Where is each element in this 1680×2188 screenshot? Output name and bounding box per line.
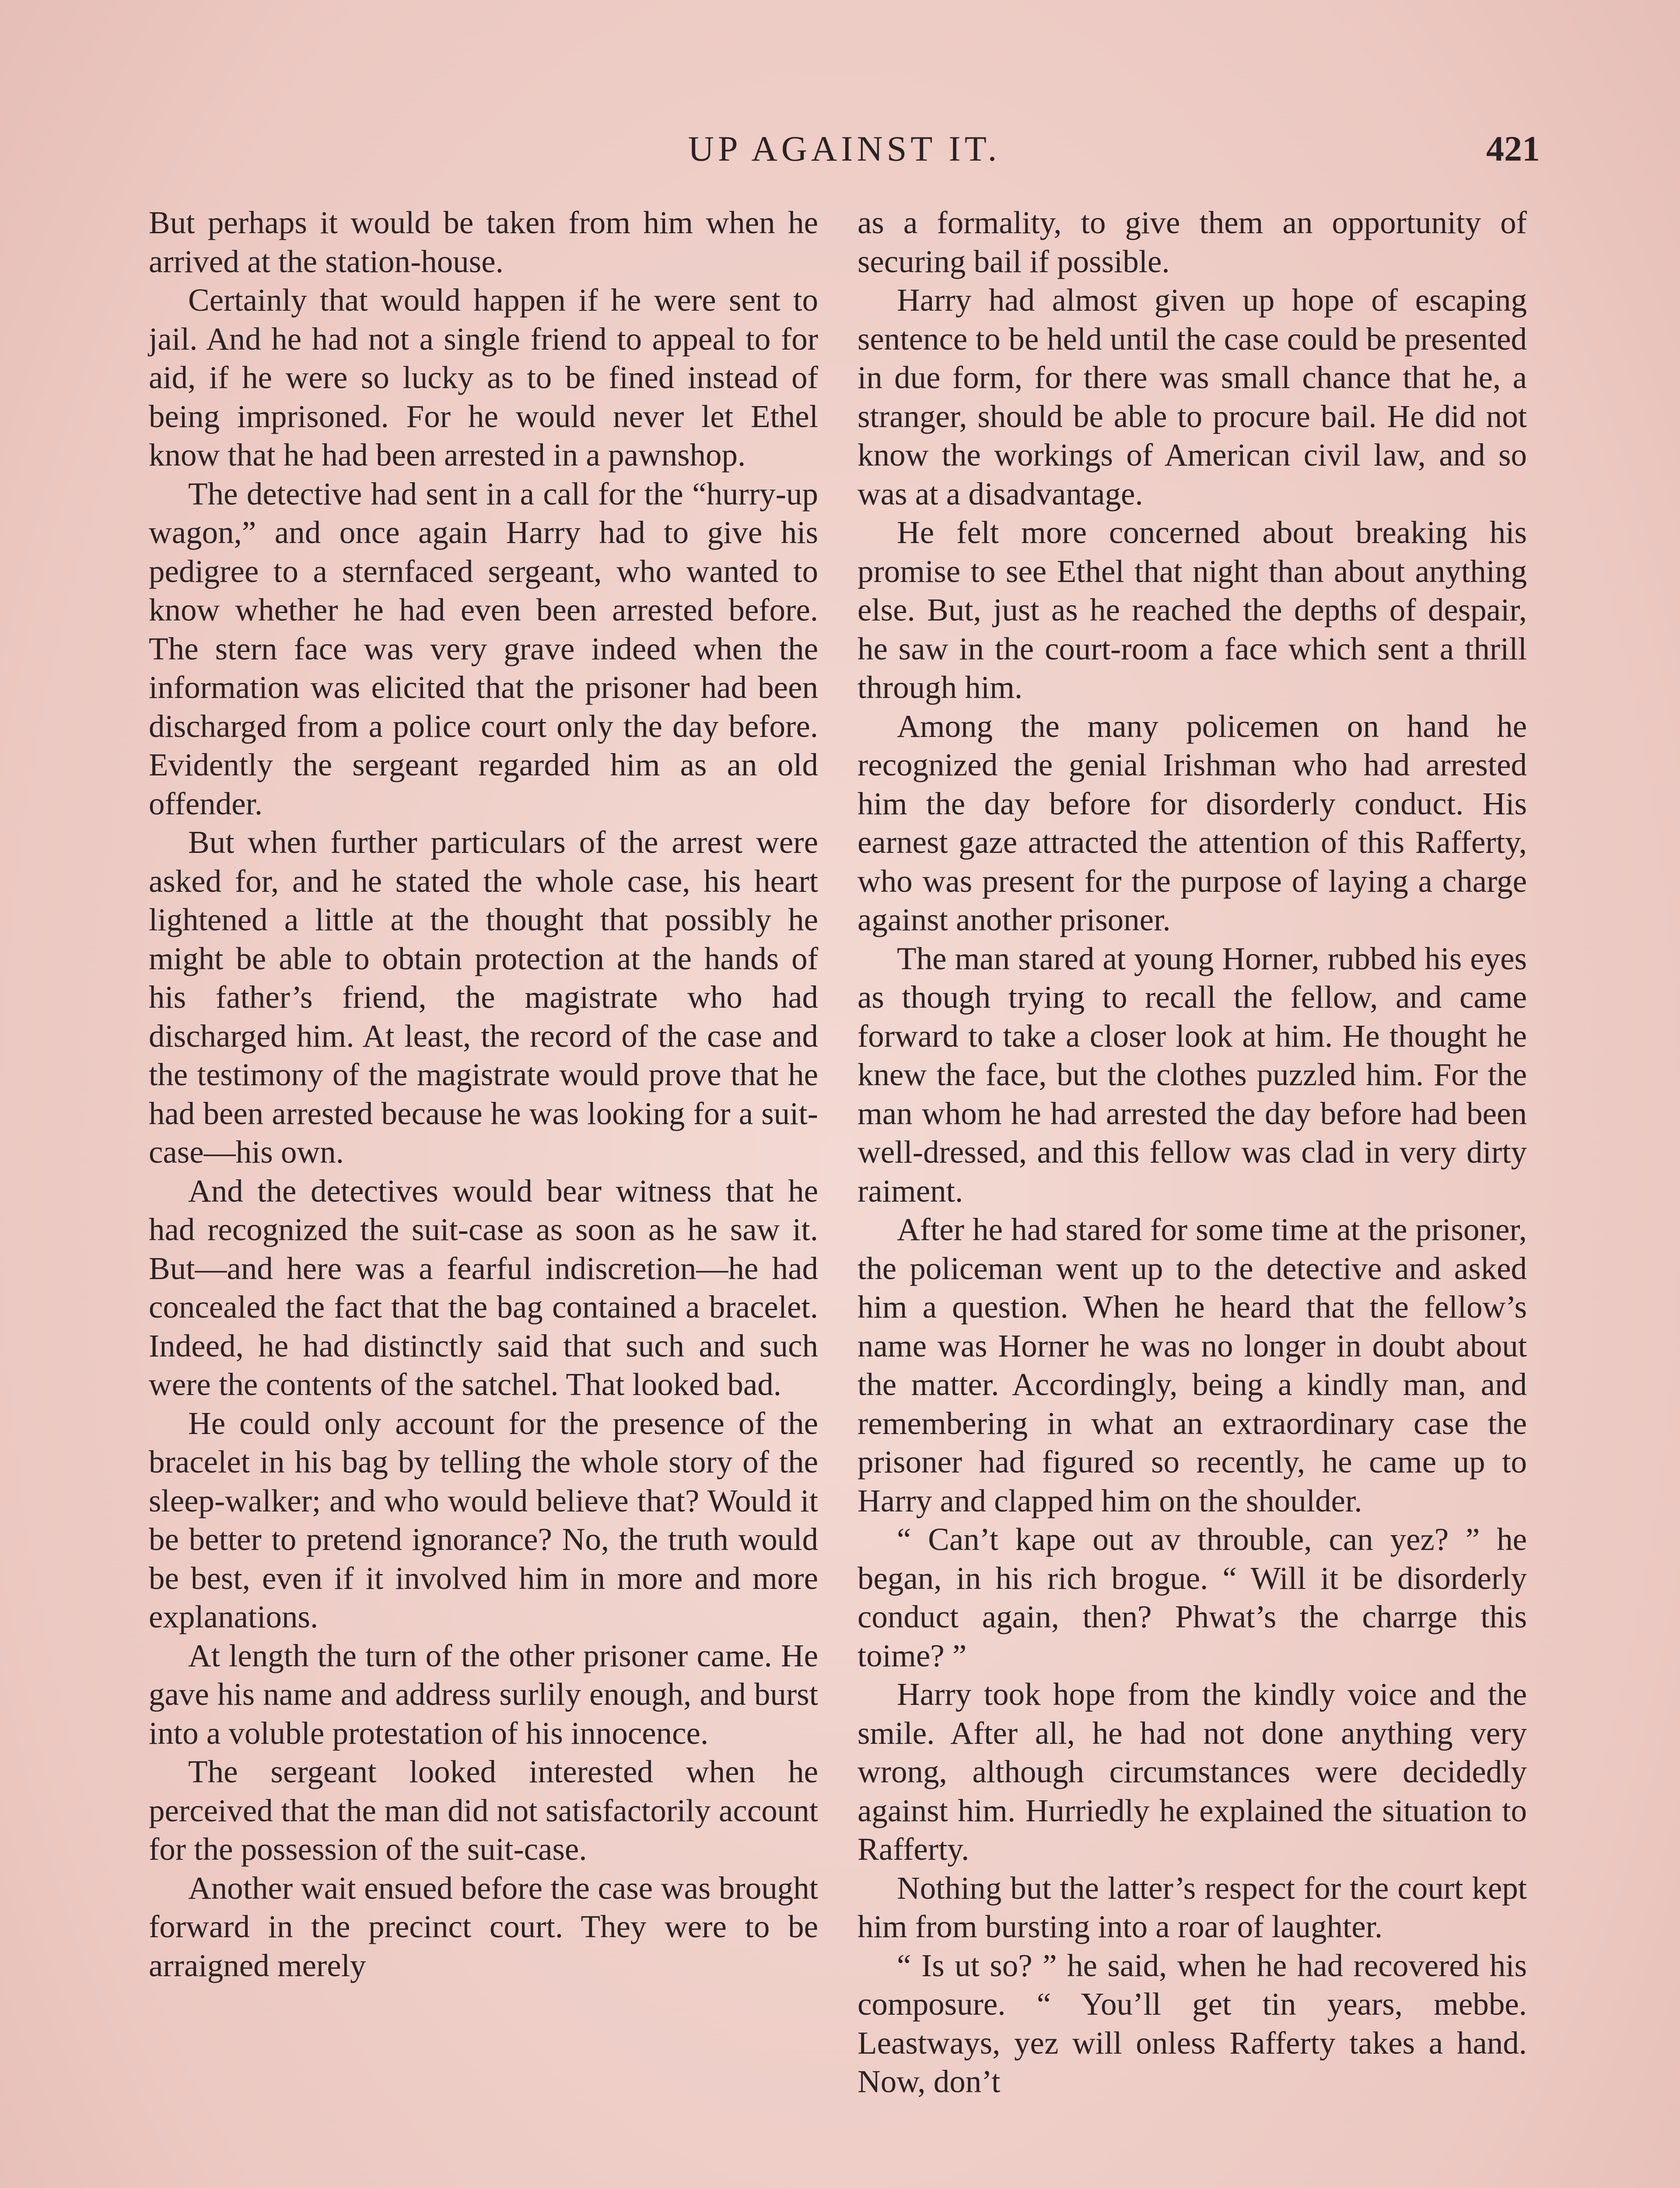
paragraph: “ Can’t kape out av throuble, can yez? ” he began, in his rich brogue. “ Will it be disorderly conduct again, then? Phwat’s the charrge this toime? ” (858, 1522, 1527, 1673)
right-column (858, 203, 1527, 2101)
page-header (149, 123, 1540, 175)
paragraph: The sergeant looked interested when he perceived that the man did not satisfactorily account for the possession of the suit-case. (149, 1754, 818, 1867)
paragraph: The detective had sent in a call for the “hurry-up wagon,” and once again Harry had to give his pedigree to a sternfaced sergeant, who wanted to know whether he had even been arrested before. The stern face was very grave indeed when the information was elicited that the prisoner had been discharged from a police court only the day before. Evidently the sergeant regarded him as an old offender. (149, 476, 818, 821)
paragraph: Nothing but the latter’s respect for the court kept him from bursting into a roar of laughter. (858, 1870, 1527, 1944)
paragraph: as a formality, to give them an opportunity of securing bail if possible. (858, 205, 1527, 279)
left-column (149, 203, 818, 1985)
paragraph: After he had stared for some time at the prisoner, the policeman went up to the detective and asked him a question. When he heard that the fellow’s name was Horner he was no longer in doubt about the matter. Accordingly, being a kindly man, and remembering in what an extraordinary case the prisoner had figured so recently, he came up to Harry and clapped him on the shoulder. (858, 1212, 1527, 1518)
paragraph: Harry took hope from the kindly voice and the smile. After all, he had not done anything very wrong, although circumstances were decidedly against him. Hurriedly he explained the situation to Rafferty. (858, 1676, 1527, 1867)
page-number: 421 (1486, 129, 1540, 168)
paragraph: “ Is ut so? ” he said, when he had recovered his composure. “ You’ll get tin years, mebbe. Leastways, yez will onless Rafferty takes a hand. Now, don’t (858, 1947, 1527, 2099)
paragraph: Harry had almost given up hope of escaping sentence to be held until the case could be presented in due form, for there was small chance that he, a stranger, should be able to procure bail. He did not know the workings of American civil law, and so was at a disadvantage. (858, 282, 1527, 512)
paragraph: And the detectives would bear witness that he had recognized the suit-case as soon as he saw it. But—and here was a fearful indiscretion—he had concealed the fact that the bag contained a bracelet. Indeed, he had distinctly said that such and such were the contents of the satchel. That looked bad. (149, 1173, 818, 1402)
paragraph: Certainly that would happen if he were sent to jail. And he had not a single friend to appeal to for aid, if he were so lucky as to be fined instead of being imprisoned. For he would never let Ethel know that he had been arrested in a pawnshop. (149, 282, 818, 473)
paragraph: But when further particulars of the arrest were asked for, and he stated the whole case, his heart lightened a little at the thought that possibly he might be able to obtain protection at the hands of his father’s friend, the magistrate who had discharged him. At least, the record of the case and the testimony of the magistrate would prove that he had been arrested because he was looking for a suit-case—his own. (149, 824, 818, 1170)
paragraph: Another wait ensued before the case was brought forward in the precinct court. They were to be arraigned merely (149, 1870, 818, 1983)
paragraph: The man stared at young Horner, rubbed his eyes as though trying to recall the fellow, and came forward to take a closer look at him. He thought he knew the face, but the clothes puzzled him. For the man whom he had arrested the day before had been well-dressed, and this fellow was clad in very dirty raiment. (858, 940, 1527, 1209)
paragraph: At length the turn of the other prisoner came. He gave his name and address surlily enough, and burst into a voluble protestation of his innocence. (149, 1637, 818, 1751)
running-head: UP AGAINST IT. (688, 129, 1001, 168)
paragraph: Among the many policemen on hand he recognized the genial Irishman who had arrested him the day before for disorderly conduct. His earnest gaze attracted the attention of this Rafferty, who was present for the purpose of laying a charge against another prisoner. (858, 708, 1527, 937)
paragraph: But perhaps it would be taken from him when he arrived at the station-house. (149, 205, 818, 279)
paragraph: He felt more concerned about breaking his promise to see Ethel that night than about anything else. But, just as he reached the depths of despair, he saw in the court-room a face which sent a thrill through him. (858, 515, 1527, 705)
paragraph: He could only account for the presence of the bracelet in his bag by telling the whole story of the sleep-walker; and who would believe that? Would it be better to pretend ignorance? No, the truth would be best, even if it involved him in more and more explanations. (149, 1405, 818, 1634)
